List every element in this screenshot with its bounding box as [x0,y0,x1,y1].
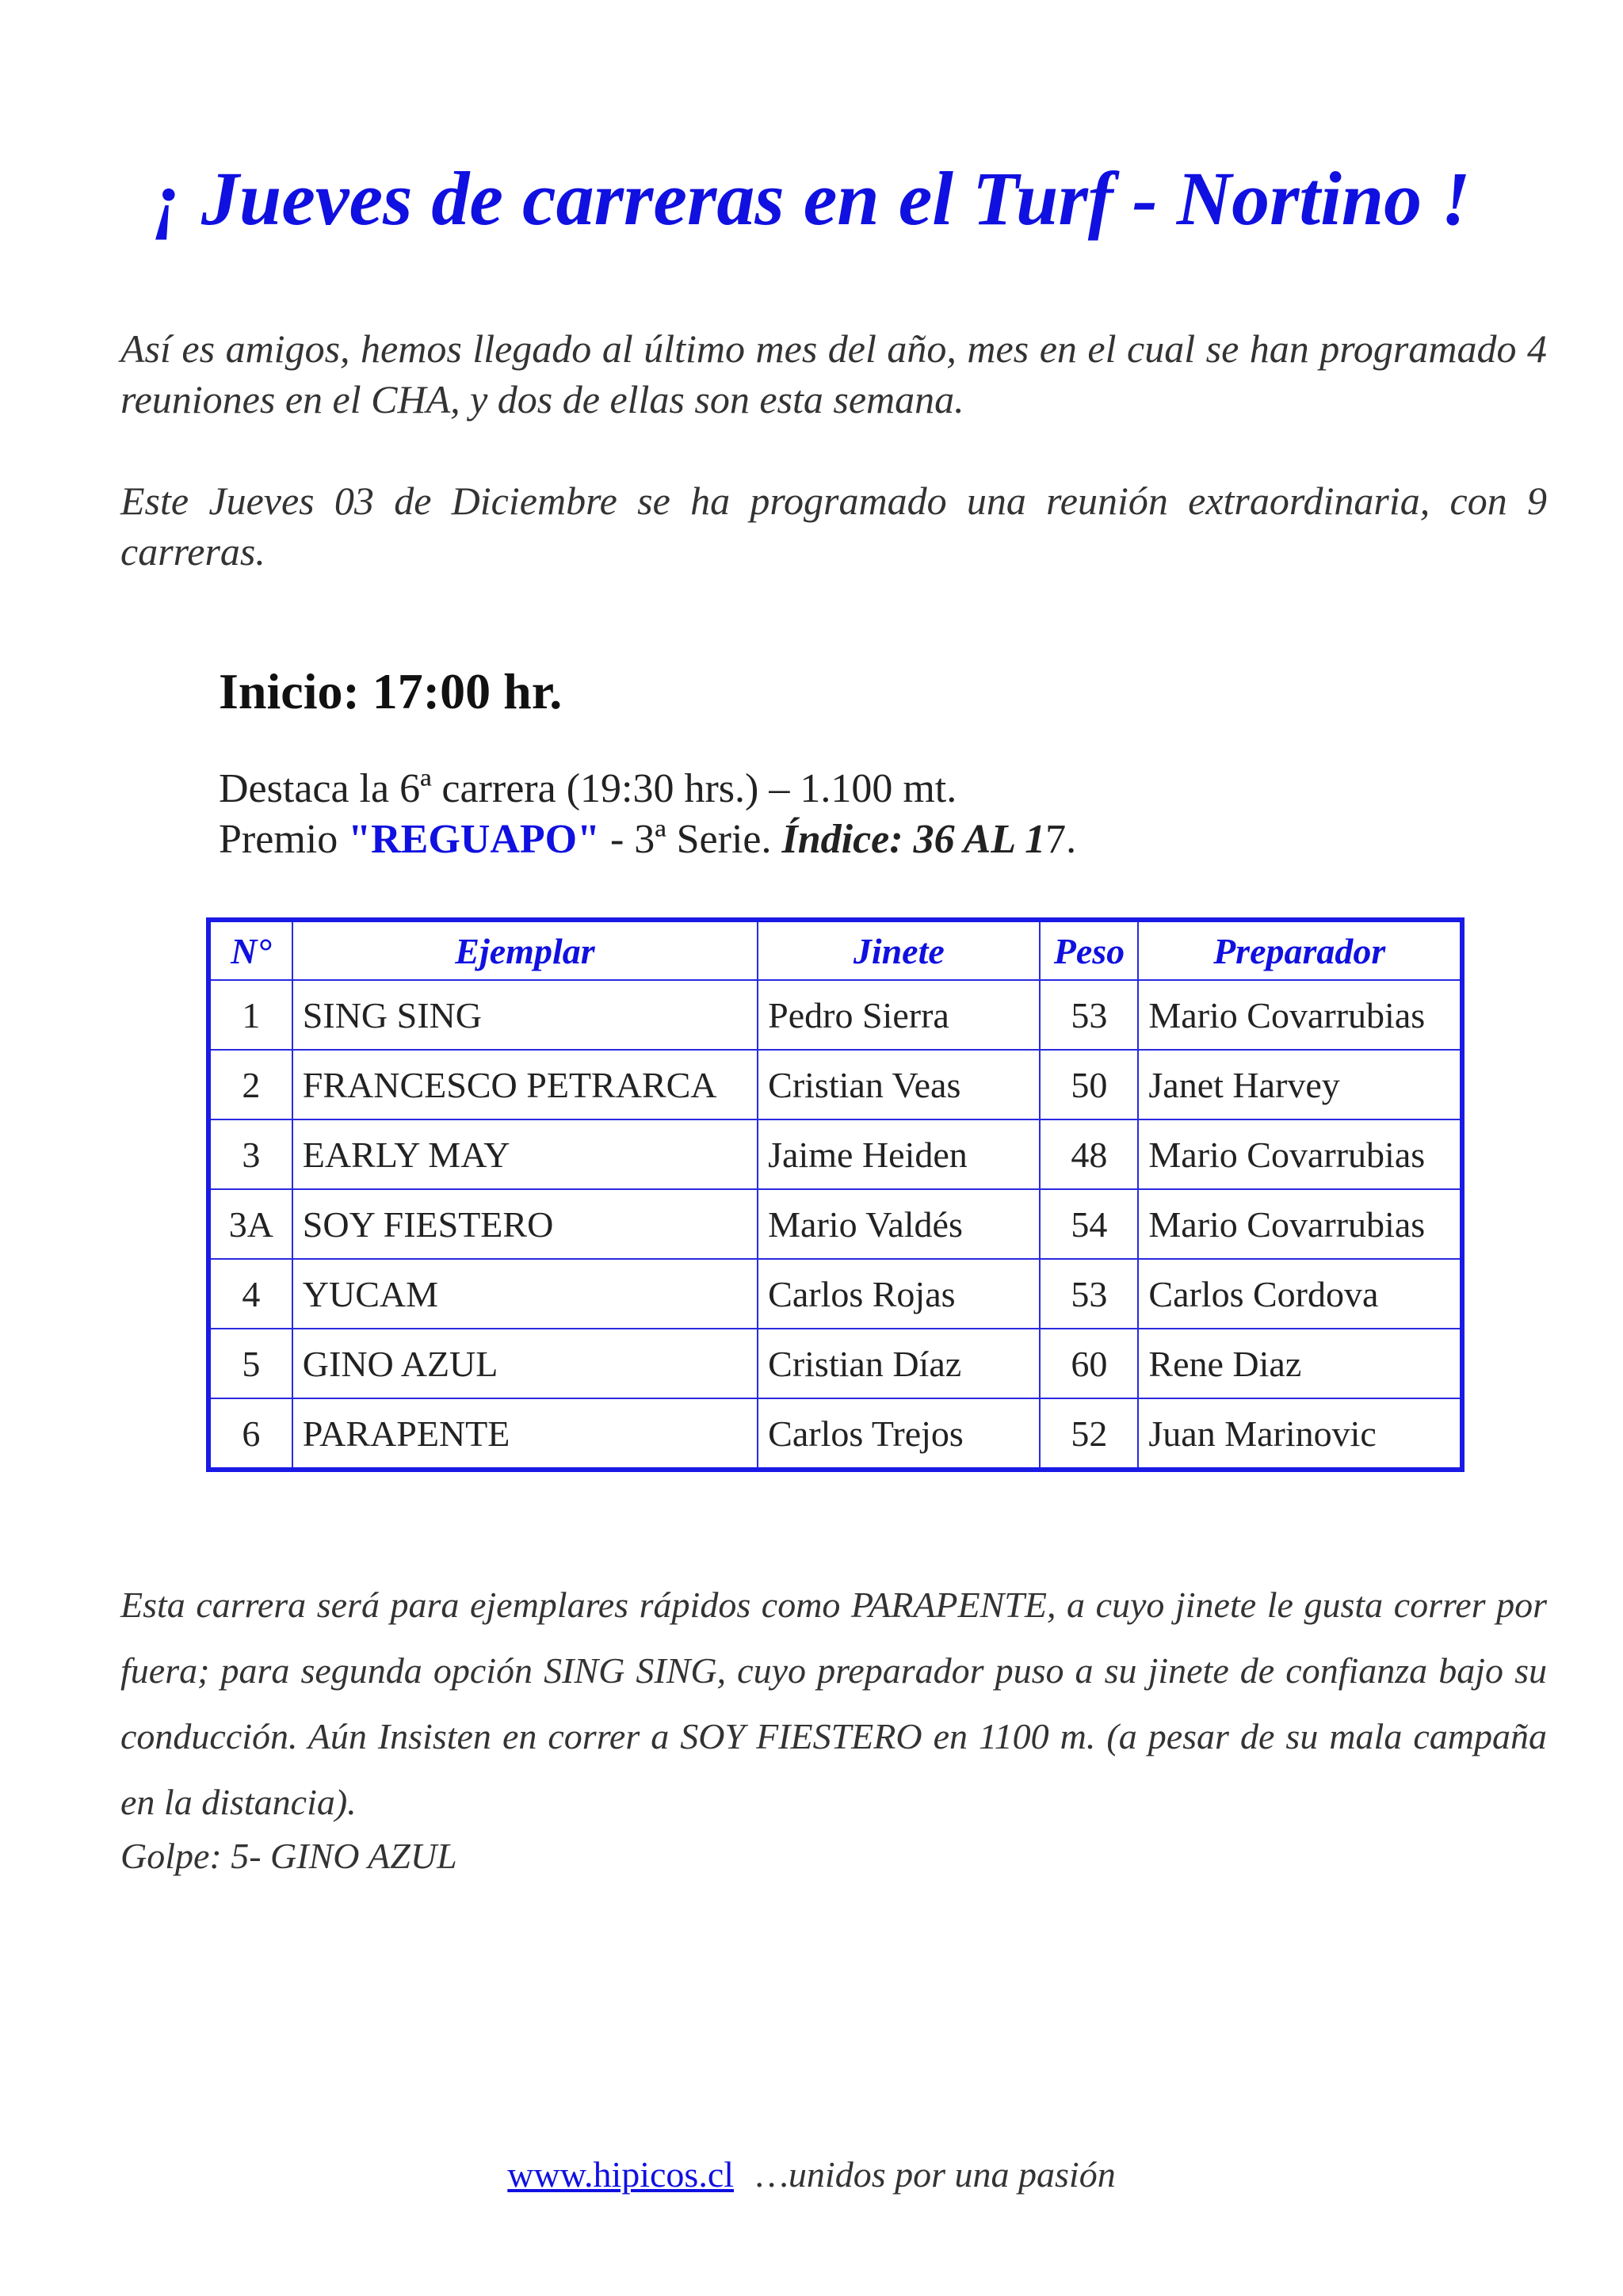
cell-preparador: Mario Covarrubias [1138,980,1462,1050]
prize-name: "REGUAPO" [348,817,600,862]
series-label: - 3ª Serie. [599,817,782,862]
cell-preparador: Rene Diaz [1138,1329,1462,1398]
cell-preparador: Janet Harvey [1138,1050,1462,1119]
cell-peso: 53 [1040,980,1138,1050]
table-row [208,1189,1462,1259]
header-jinete: Jinete [758,920,1040,980]
header-preparador: Preparador [1138,920,1462,980]
cell-num: 3A [208,1189,292,1259]
header-ejemplar: Ejemplar [292,920,758,980]
cell-preparador: Mario Covarrubias [1138,1189,1462,1259]
cell-ejemplar: PARAPENTE [292,1398,758,1470]
cell-peso: 53 [1040,1259,1138,1329]
page-footer [0,2153,1623,2195]
cell-num: 4 [208,1259,292,1329]
race-entries-table [206,917,1465,1472]
cell-ejemplar: EARLY MAY [292,1119,758,1189]
cell-peso: 54 [1040,1189,1138,1259]
cell-peso: 52 [1040,1398,1138,1470]
index-range-tail: 7. [1045,817,1077,862]
cell-num: 3 [208,1119,292,1189]
intro-paragraph-2: Este Jueves 03 de Diciembre se ha programado una reunión extraordinaria, con 9 carreras. [120,479,1547,574]
cell-jinete: Cristian Díaz [758,1329,1040,1398]
cell-peso: 50 [1040,1050,1138,1119]
header-num: N° [208,920,292,980]
cell-jinete: Carlos Rojas [758,1259,1040,1329]
cell-ejemplar: SOY FIESTERO [292,1189,758,1259]
cell-peso: 60 [1040,1329,1138,1398]
header-peso: Peso [1040,920,1138,980]
race-analysis: Esta carrera será para ejemplares rápidos como PARAPENTE, a cuyo jinete le gusta correr por fuera; para segunda opción SING SING, cuyo preparador puso a su jinete de confianza bajo su conducción. Aún Insisten en correr a SOY FIESTERO en 1100 m. (a pesar de su mala campaña en la distancia). [120,1585,1547,1822]
cell-preparador: Mario Covarrubias [1138,1119,1462,1189]
cell-preparador: Carlos Cordova [1138,1259,1462,1329]
cell-preparador: Juan Marinovic [1138,1398,1462,1470]
index-range: Índice: 36 AL 1 [781,817,1046,862]
cell-ejemplar: GINO AZUL [292,1329,758,1398]
featured-race-info [219,764,1076,865]
site-link[interactable]: www.hipicos.cl [507,2154,735,2195]
featured-race-line: Destaca la 6ª carrera (19:30 hrs.) – 1.100 mt. [219,766,957,811]
table-row [208,1119,1462,1189]
prize-prefix: Premio [219,817,349,862]
intro-paragraph-1: Así es amigos, hemos llegado al último mes del año, mes en el cual se han programado 4 reuniones en el CHA, y dos de ellas son esta semana. [120,326,1547,421]
table-row [208,980,1462,1050]
table-header-row [208,920,1462,980]
golpe-pick: Golpe: 5- GINO AZUL [120,1836,457,1876]
cell-peso: 48 [1040,1119,1138,1189]
page-title: ¡ Jueves de carreras en el Turf - Nortino ! [152,156,1471,241]
table-row [208,1398,1462,1470]
cell-jinete: Jaime Heiden [758,1119,1040,1189]
cell-num: 2 [208,1050,292,1119]
cell-num: 6 [208,1398,292,1470]
cell-num: 5 [208,1329,292,1398]
cell-ejemplar: FRANCESCO PETRARCA [292,1050,758,1119]
table-row [208,1050,1462,1119]
cell-jinete: Mario Valdés [758,1189,1040,1259]
cell-jinete: Pedro Sierra [758,980,1040,1050]
cell-ejemplar: YUCAM [292,1259,758,1329]
start-time-heading: Inicio: 17:00 hr. [219,663,563,719]
cell-ejemplar: SING SING [292,980,758,1050]
cell-jinete: Carlos Trejos [758,1398,1040,1470]
cell-num: 1 [208,980,292,1050]
table-row [208,1259,1462,1329]
cell-jinete: Cristian Veas [758,1050,1040,1119]
prize-line [219,814,1076,865]
footer-motto: …unidos por una pasión [756,2154,1116,2195]
table-row [208,1329,1462,1398]
